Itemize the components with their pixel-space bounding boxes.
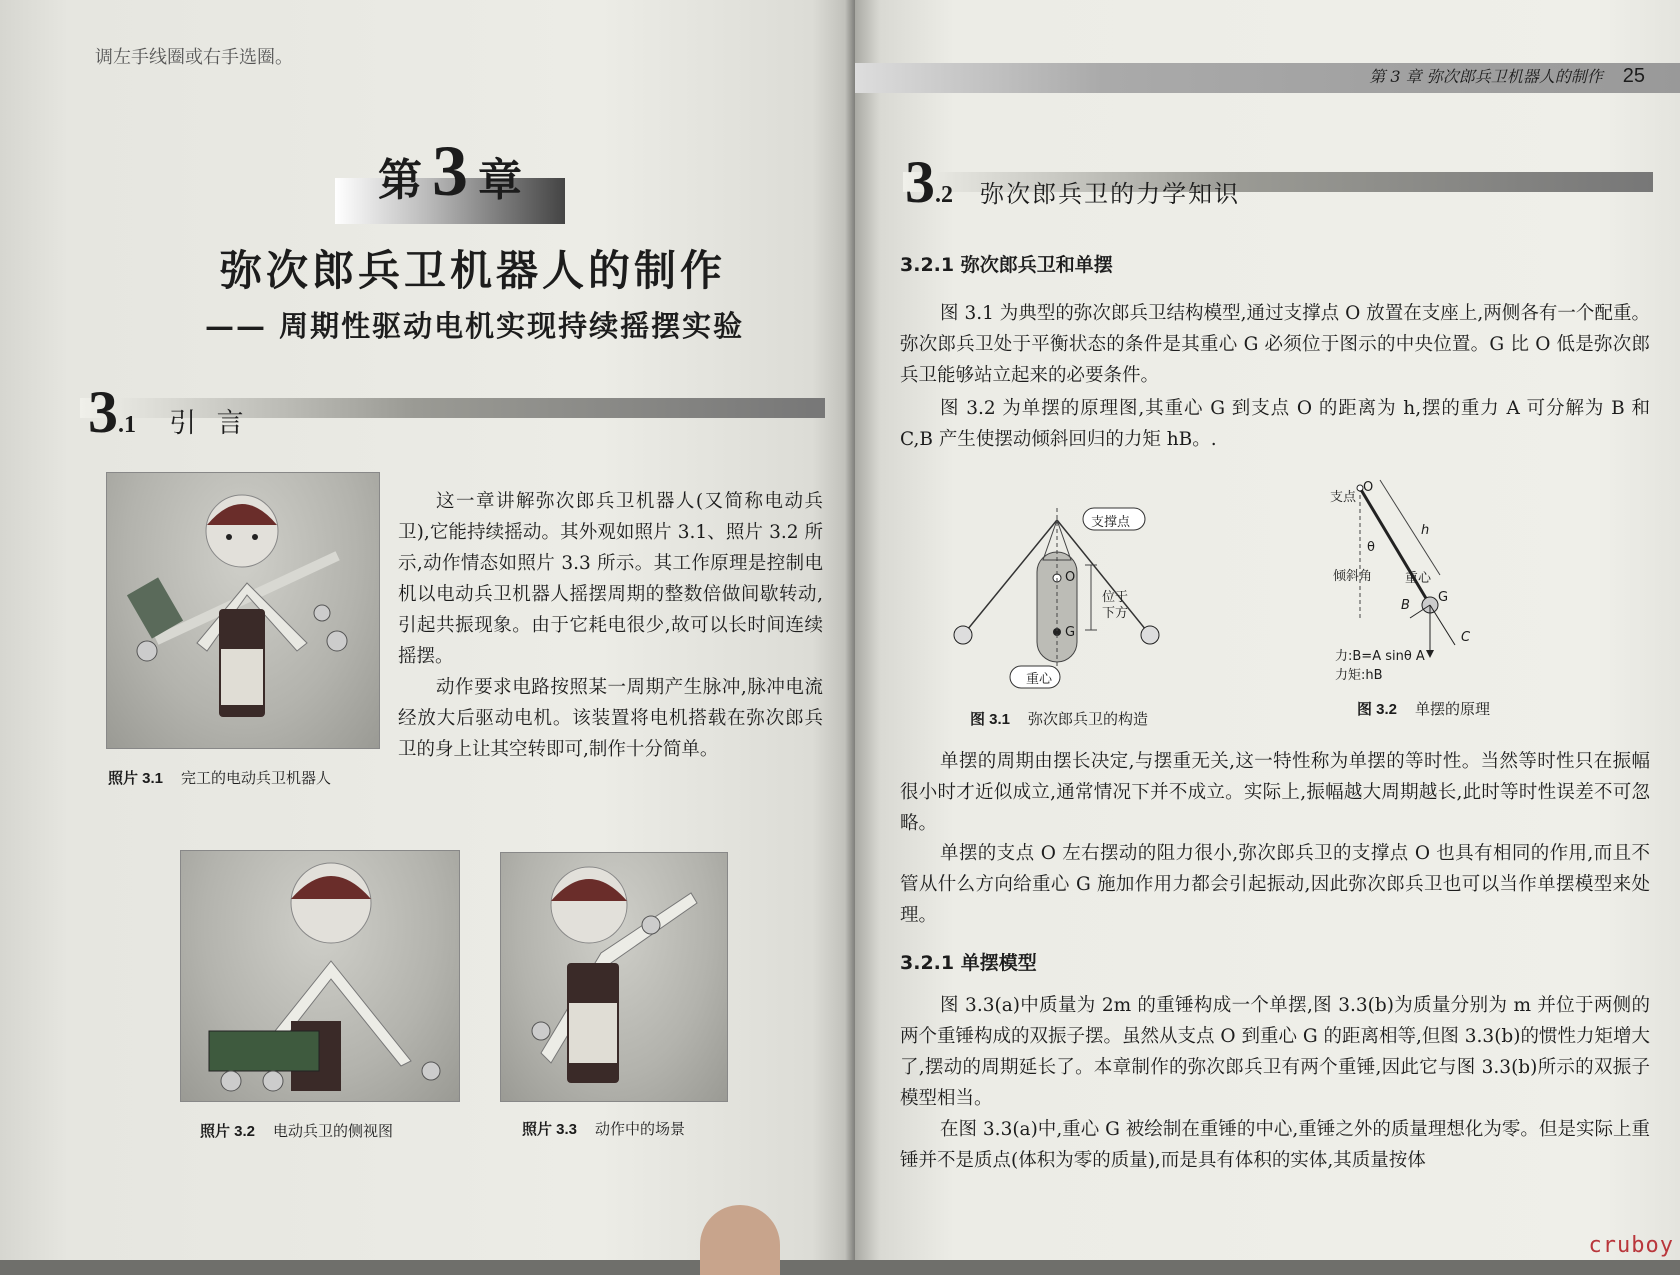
fig1-g-label: G: [1065, 625, 1076, 640]
photo2-caption-text: 电动兵卫的侧视图: [273, 1122, 394, 1140]
chapter-title: 弥次郎兵卫机器人的制作: [220, 246, 727, 295]
paragraph-c1: 图 3.3(a)中质量为 2m 的重锤构成一个单摆,图 3.3(b)为质量分别为 m 并位于两侧的两个重锤构成的双振子摆。虽然从支点 O 到重心 G 的距离相等,但图 3.3(b)的惯性力矩增大了,摆动的周期延长了。本章制作的弥次郎兵卫有两个重锤,因此它与图 3.3(b)所示的双振子模型相当。: [900, 995, 1650, 1109]
photo-robot-front: [106, 472, 380, 749]
intro-paragraph-2: 动作要求电路按照某一周期产生脉冲,脉冲电流经放大后驱动电机。该装置将电机搭载在弥次郎兵卫的身上让其空转即可,制作十分简单。: [398, 677, 823, 760]
watermark: cruboy: [1588, 1233, 1674, 1258]
chapter-suffix: 章: [478, 155, 526, 206]
photo1-caption-text: 完工的电动兵卫机器人: [181, 769, 332, 787]
paragraph-c2: 在图 3.3(a)中,重心 G 被绘制在重锤的中心,重锤之外的质量理想化为零。但是实际上重锤并不是质点(体积为零的质量),而是具有体积的实体,其质量按体: [900, 1119, 1650, 1171]
fig2-c-label: C: [1461, 630, 1471, 645]
fig2-h-label: h: [1421, 523, 1430, 538]
fig2-o-label: O: [1363, 480, 1374, 495]
paragraph-a2: 图 3.2 为单摆的原理图,其重心 G 到支点 O 的距离为 h,摆的重力 A 可分解为 B 和 C,B 产生使摆动倾斜回归的力矩 hB。.: [900, 398, 1650, 450]
running-head: [1369, 64, 1645, 88]
fig2-g-label: G: [1438, 590, 1449, 605]
photo3-caption-text: 动作中的场景: [595, 1120, 686, 1138]
figure-3-2-caption: [1357, 698, 1490, 719]
fig1-support-label: 支撑点: [1091, 515, 1131, 530]
finger-overlay: [700, 1205, 780, 1275]
fig1-caption-text: 弥次郎兵卫的构造: [1028, 710, 1149, 728]
section-subnumber: .1: [118, 412, 136, 438]
robot-action-illustration: [501, 853, 727, 1101]
figure-3-1-caption: [970, 708, 1148, 729]
photo1-caption: [108, 767, 331, 788]
subsection-heading-321a: 3.2.1 弥次郎兵卫和单摆: [900, 254, 1113, 276]
right-page: [855, 0, 1680, 1260]
fig2-caption-text: 单摆的原理: [1415, 700, 1491, 718]
fig2-caption-label: 图 3.2: [1357, 701, 1398, 718]
fig2-center-label: 重心: [1405, 571, 1432, 586]
photo2-caption: [200, 1120, 393, 1141]
section-title: 引 言: [169, 408, 250, 439]
fig1-gravity-label: 重心: [1026, 672, 1053, 687]
fig2-tilt-label: 倾斜角: [1333, 569, 1373, 584]
fig1-o-label: O: [1065, 570, 1076, 585]
chapter-number: 3: [432, 131, 472, 211]
photo-robot-action: [500, 852, 728, 1102]
paragraph-b2: 单摆的支点 O 左右摆动的阻力很小,弥次郎兵卫的支撑点 O 也具有相同的作用,而且不管从什么方向给重心 G 施加作用力都会引起振动,因此弥次郎兵卫也可以当作单摆模型来处理。: [900, 843, 1650, 926]
photo3-caption: [522, 1118, 685, 1139]
paragraph-a1: 图 3.1 为典型的弥次郎兵卫结构模型,通过支撑点 O 放置在支座上,两侧各有一个配重。弥次郎兵卫处于平衡状态的条件是其重心 G 必须位于图示的中央位置。G 比 O 低是弥次郎兵卫能够站立起来的必要条件。: [900, 303, 1650, 386]
page-number: 25: [1622, 65, 1645, 87]
section-number: 3: [88, 379, 118, 445]
photo3-caption-label: 照片 3.3: [522, 1121, 578, 1138]
photo2-caption-label: 照片 3.2: [200, 1123, 256, 1140]
section-subnumber: .2: [935, 182, 953, 208]
fig2-moment-line: 力矩:hB: [1335, 668, 1383, 683]
top-bleed-text: 调左手线圈或右手选圈。: [95, 47, 293, 68]
chapter-prefix: 第: [378, 155, 426, 206]
fig1-caption-label: 图 3.1: [970, 711, 1011, 728]
fig2-b-label: B: [1401, 598, 1410, 613]
fig2-theta-label: θ: [1367, 540, 1375, 555]
robot-side-illustration: [181, 851, 459, 1101]
fig1-below-label: 位于下方: [1102, 590, 1129, 621]
fig2-force-line: 力:B=A sinθ A: [1335, 649, 1425, 664]
section-heading: [88, 378, 250, 447]
paragraph-b1: 单摆的周期由摆长决定,与摆重无关,这一特性称为单摆的等时性。当然等时性只在振幅很小时才近似成立,通常情况下并不成立。实际上,振幅越大周期越长,此时等时性误差不可忽略。: [900, 751, 1650, 834]
section-number: 3: [905, 149, 935, 215]
chapter-heading: [378, 130, 526, 213]
photo-robot-side: [180, 850, 460, 1102]
robot-illustration: [107, 473, 379, 748]
section-heading: [905, 148, 1240, 217]
section-title: 弥次郎兵卫的力学知识: [980, 180, 1241, 208]
running-head-title: 第 3 章 弥次郎兵卫机器人的制作: [1369, 67, 1603, 86]
photo1-caption-label: 照片 3.1: [108, 770, 164, 787]
subsection-heading-321b: 3.2.1 单摆模型: [900, 952, 1037, 974]
intro-paragraph-1: 这一章讲解弥次郎兵卫机器人(又简称电动兵卫),它能持续摇动。其外观如照片 3.1、照片 3.2 所示,动作情态如照片 3.3 所示。其工作原理是控制电机以电动兵卫机器人摇摆周期的整数倍做间歇转动,引起共振现象。由于它耗电很少,故可以长时间连续摇摆。: [398, 491, 823, 667]
chapter-subtitle: —— 周期性驱动电机实现持续摇摆实验: [205, 309, 745, 343]
fig2-pivot-label: 支点: [1330, 490, 1357, 505]
